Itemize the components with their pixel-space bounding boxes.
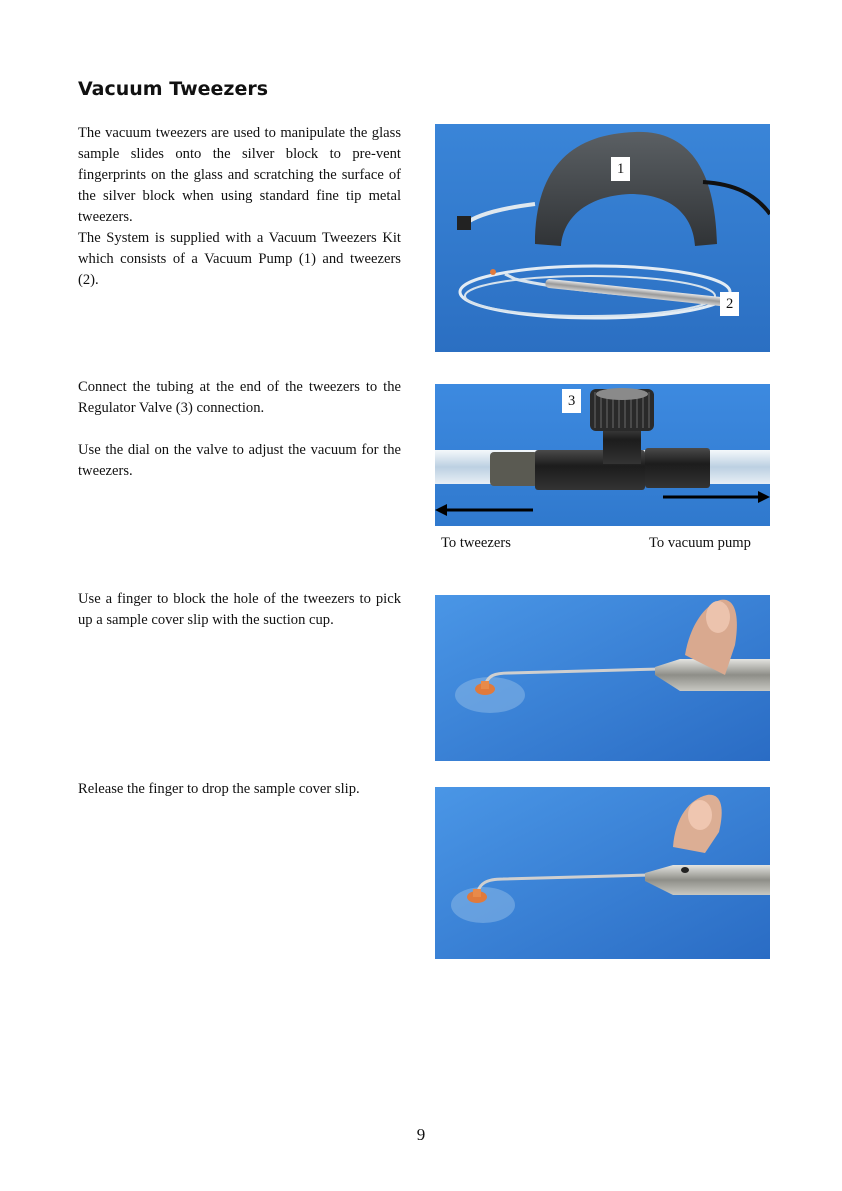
tweezers-label: 2 (720, 292, 739, 316)
pickup-paragraph-block (78, 589, 401, 631)
page-title: Vacuum Tweezers (78, 78, 269, 100)
intro-paragraph-block (78, 123, 401, 291)
intro-paragraph: The vacuum tweezers are used to manipulate the glass sample slides onto the silver block to pre-vent fingerprints on the glass and scratching the surface of the silver block when using standard fine tip metal tweezers. (78, 125, 401, 225)
to-vacuum-pump-label: To vacuum pump (643, 531, 757, 555)
regulator-valve-photo (435, 384, 770, 567)
release-paragraph-block (78, 779, 401, 800)
pickup-paragraph: Use a finger to block the hole of the tweezers to pick up a sample cover slip with the suction cup. (78, 591, 401, 628)
vacuum-kit-photo (435, 124, 770, 352)
release-paragraph: Release the finger to drop the sample cover slip. (78, 781, 360, 797)
release-photo (435, 787, 770, 959)
kit-paragraph: The System is supplied with a Vacuum Tweezers Kit which consists of a Vacuum Pump (1) and tweezers (2). (78, 230, 401, 288)
pickup-photo (435, 595, 770, 761)
connect-paragraph: Connect the tubing at the end of the tweezers to the Regulator Valve (3) connection. (78, 379, 401, 416)
valve-label: 3 (562, 389, 581, 413)
dial-paragraph: Use the dial on the valve to adjust the vacuum for the tweezers. (78, 442, 401, 479)
connect-paragraph-block (78, 377, 401, 482)
page-number: 9 (416, 1125, 426, 1144)
pump-label: 1 (611, 157, 630, 181)
to-tweezers-label: To tweezers (435, 531, 517, 555)
